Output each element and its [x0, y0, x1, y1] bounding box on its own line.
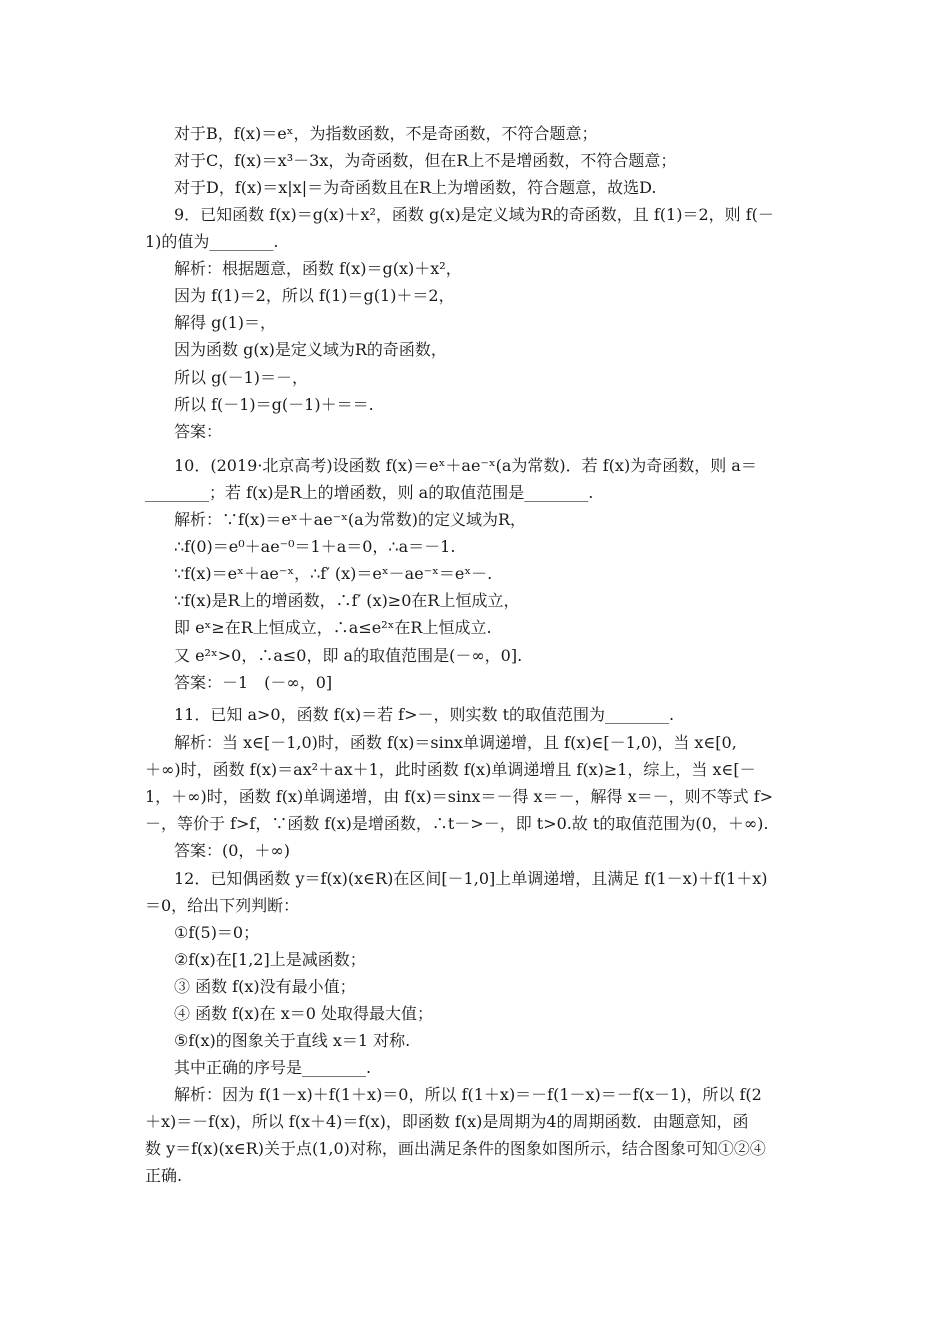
text-line: －，等价于 f>f，∵函数 f(x)是增函数，∴t－>－，即 t>0.故 t的取值范围为(0，＋∞). — [145, 814, 769, 833]
text-line: ＋x)＝－f(x)，所以 f(x＋4)＝f(x)，即函数 f(x)是周期为4的周期函数．由题意知，函 — [145, 1112, 749, 1131]
text-line: 解得 g(1)＝， — [174, 313, 276, 332]
text-line: 所以 f(－1)＝g(－1)＋＝＝. — [174, 395, 374, 414]
text-line: ∵f(x)是R上的增函数，∴f′ (x)≥0在R上恒成立， — [174, 591, 520, 610]
list-item: ③ 函数 f(x)没有最小值； — [174, 977, 356, 996]
text-line: ∵f(x)＝eˣ＋ae⁻ˣ，∴f′ (x)＝eˣ－ae⁻ˣ＝eˣ－. — [174, 564, 493, 583]
analysis-label: 解析：根据题意，函数 f(x)＝g(x)＋x²， — [174, 259, 462, 278]
text-line: 又 e²ˣ>0，∴a≤0，即 a的取值范围是(－∞，0]. — [174, 646, 523, 665]
question-9: 9．已知函数 f(x)＝g(x)＋x²，函数 g(x)是定义域为R的奇函数，且 f(1)＝2，则 f(－ — [174, 205, 774, 224]
text-line: 数 y＝f(x)(x∈R)关于点(1,0)对称，画出满足条件的图象如图所示，结合图象可知①②④ — [145, 1139, 766, 1158]
text-line: 因为函数 g(x)是定义域为R的奇函数， — [174, 340, 447, 359]
text-line: ________；若 f(x)是R上的增函数，则 a的取值范围是________. — [145, 483, 594, 502]
text-line: ＋∞)时，函数 f(x)＝ax²＋ax＋1，此时函数 f(x)单调递增且 f(x)≥1，综上，当 x∈[－ — [145, 760, 756, 779]
text-line: 因为 f(1)＝2，所以 f(1)＝g(1)＋＝2， — [174, 286, 455, 305]
analysis-label: 解析：当 x∈[－1,0)时，函数 f(x)＝sinx单调递增，且 f(x)∈[－1,0)，当 x∈[0, — [174, 733, 737, 752]
text-line: 所以 g(－1)＝－， — [174, 368, 308, 387]
answer-label: 答案：－1 (－∞，0] — [174, 673, 333, 692]
text-line: 对于C，f(x)＝x³－3x，为奇函数，但在R上不是增函数，不符合题意； — [174, 151, 677, 170]
list-item: ①f(5)＝0； — [174, 923, 260, 942]
list-item: ⑤f(x)的图象关于直线 x＝1 对称. — [174, 1031, 411, 1050]
analysis-label: 解析：∵f(x)＝eˣ＋ae⁻ˣ(a为常数)的定义域为R， — [174, 510, 526, 529]
list-item: ②f(x)在[1,2]上是减函数； — [174, 950, 366, 969]
answer-label: 答案： — [174, 422, 223, 441]
text-line: 即 eˣ≥在R上恒成立，∴a≤e²ˣ在R上恒成立. — [174, 618, 492, 637]
list-item: ④ 函数 f(x)在 x＝0 处取得最大值； — [174, 1004, 433, 1023]
text-line: 对于D，f(x)＝x|x|＝为奇函数且在R上为增函数，符合题意，故选D. — [174, 178, 657, 197]
text-line: 1)的值为________. — [145, 232, 279, 251]
question-10: 10．(2019·北京高考)设函数 f(x)＝eˣ＋ae⁻ˣ(a为常数)．若 f(x)为奇函数，则 a＝ — [174, 456, 757, 475]
question-12: 12．已知偶函数 y＝f(x)(x∈R)在区间[－1,0]上单调递增，且满足 f(1－x)＋f(1＋x) — [174, 869, 768, 888]
text-line: ∴f(0)＝e⁰＋ae⁻⁰＝1＋a＝0，∴a＝－1. — [174, 537, 456, 556]
text-line: ＝0，给出下列判断： — [145, 896, 300, 915]
analysis-label: 解析：因为 f(1－x)＋f(1＋x)＝0，所以 f(1＋x)＝－f(1－x)＝－f(x－1)，所以 f(2 — [174, 1085, 762, 1104]
text-line: 其中正确的序号是________. — [174, 1058, 372, 1077]
question-11: 11．已知 a>0，函数 f(x)＝若 f>－，则实数 t的取值范围为________. — [174, 705, 675, 724]
text-line: 1，＋∞)时，函数 f(x)单调递增，由 f(x)＝sinx＝－得 x＝－，解得 x＝－，则不等式 f> — [145, 787, 774, 806]
text-line: 对于B，f(x)＝eˣ，为指数函数，不是奇函数，不符合题意； — [174, 124, 598, 143]
answer-label: 答案：(0，＋∞) — [174, 841, 290, 860]
text-line: 正确. — [145, 1166, 183, 1185]
